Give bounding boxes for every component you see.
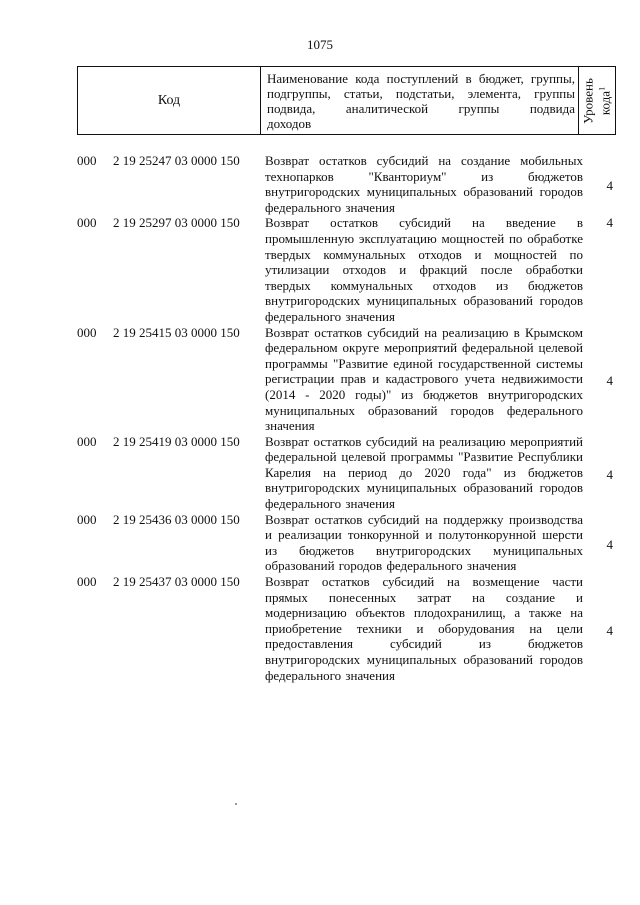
code-level: 4 — [606, 178, 613, 194]
header-name-last: доходов — [267, 115, 312, 131]
income-code: 2 19 25437 03 0000 150 — [113, 574, 240, 590]
header-name-text: Наименование кода поступлений в бюджет, группы, подгруппы, статьи, подстатьи, элемента, группы подвида, аналитической группы подвида — [267, 70, 575, 116]
code-description: Возврат остатков субсидий на реализацию мероприятий федеральной целевой программы "Развитие Республики Карелия на период до 2020 года" из бюджетов внутригородских муниципальных образований городов федерального значения — [265, 433, 583, 512]
income-code: 2 19 25415 03 0000 150 — [113, 324, 240, 340]
code-level: 4 — [606, 373, 613, 389]
code-description: Возврат остатков субсидий на реализацию в Крымском федеральном округе мероприятий федеральной целевой программы "Развитие единой государственной системы регистрации прав и кадастрового учета недвижимости (2014 - 2020 годы)" из бюджетов внутригородских муниципальных образований городов федерального значения — [265, 324, 583, 434]
page-number: 1075 — [307, 37, 333, 52]
admin-code: 000 — [77, 324, 97, 340]
header-level-word: Уровень — [580, 77, 596, 124]
admin-code: 000 — [77, 574, 97, 590]
code-description: Возврат остатков субсидий на возмещение части прямых понесенных затрат на создание и модернизацию объектов плодохранилищ, а также на приобретение техники и оборудования на цели предоставления субсидий из бюджетов внутригородских муниципальных образований городов федерального значения — [265, 574, 583, 683]
table-row — [77, 574, 613, 683]
table-header — [77, 66, 616, 135]
code-level: 4 — [606, 622, 613, 638]
admin-code: 000 — [77, 153, 97, 168]
income-code: 2 19 25436 03 0000 150 — [113, 511, 240, 527]
scan-speck — [235, 803, 237, 805]
admin-code: 000 — [77, 511, 97, 527]
admin-code: 000 — [77, 215, 97, 231]
admin-code: 000 — [77, 433, 97, 449]
code-rows — [77, 153, 613, 683]
code-description: Возврат остатков субсидий на создание мобильных технопарков "Кванториум" из бюджетов внутригородских муниципальных образований городов федерального значения — [265, 153, 583, 215]
code-level: 4 — [606, 215, 613, 231]
table-row — [77, 153, 613, 215]
table-row — [77, 434, 613, 512]
income-code: 2 19 25247 03 0000 150 — [113, 153, 240, 168]
header-level-text — [581, 78, 612, 124]
header-code: Код — [78, 67, 261, 135]
header-level-word2: кода — [597, 90, 613, 115]
table-row — [77, 215, 613, 324]
header-level — [579, 67, 616, 135]
table-row — [77, 512, 613, 574]
code-level: 4 — [606, 537, 613, 553]
code-level: 4 — [606, 466, 613, 482]
header-level-footnote: 1 — [597, 86, 607, 91]
income-code: 2 19 25419 03 0000 150 — [113, 433, 240, 449]
table-row — [77, 325, 613, 434]
income-code: 2 19 25297 03 0000 150 — [113, 215, 240, 231]
code-description: Возврат остатков субсидий на введение в промышленную эксплуатацию мощностей по обработке твердых коммунальных отходов и мощностей по утилизации отходов и фракций после обработки твердых коммунальных отходов из бюджетов внутригородских муниципальных образований городов федерального значения — [265, 215, 583, 324]
code-description: Возврат остатков субсидий на поддержку производства и реализации тонкорунной и полутонкорунной шерсти из бюджетов внутригородских муниципальных образований городов федерального значения — [265, 511, 583, 574]
header-name — [261, 67, 579, 135]
